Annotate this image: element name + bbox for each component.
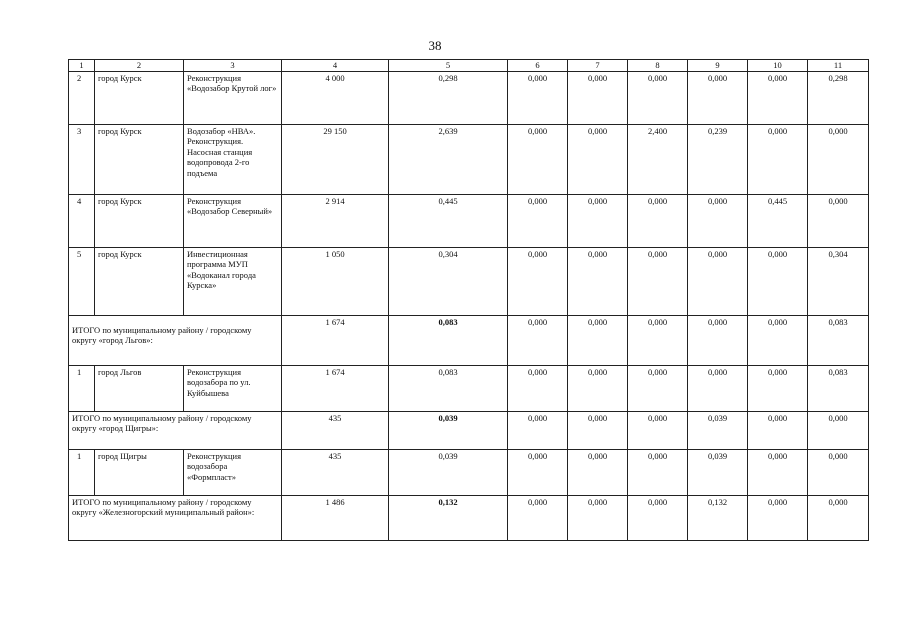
value-cell: 0,000 bbox=[748, 365, 808, 411]
value-cell: 0,000 bbox=[628, 495, 688, 540]
header-cell: 8 bbox=[628, 60, 688, 72]
project-name: Водозабор «НВА». Реконструкция. Насосная станция водопровода 2-го подъема bbox=[184, 124, 282, 194]
value-cell: 0,000 bbox=[508, 194, 568, 247]
value-cell: 1 486 bbox=[282, 495, 389, 540]
total-row bbox=[69, 411, 869, 449]
value-cell: 0,000 bbox=[628, 71, 688, 124]
value-cell: 0,132 bbox=[688, 495, 748, 540]
value-cell: 0,000 bbox=[508, 411, 568, 449]
value-cell: 0,000 bbox=[808, 124, 869, 194]
municipality: город Курск bbox=[95, 247, 184, 315]
value-cell: 0,000 bbox=[748, 411, 808, 449]
value-cell: 0,000 bbox=[568, 495, 628, 540]
value-cell: 0,000 bbox=[748, 315, 808, 365]
value-cell: 0,000 bbox=[628, 365, 688, 411]
row-index: 2 bbox=[69, 71, 95, 124]
project-name: Реконструкция «Водозабор Северный» bbox=[184, 194, 282, 247]
value-cell: 0,083 bbox=[389, 365, 508, 411]
table-row bbox=[69, 124, 869, 194]
value-cell: 0,083 bbox=[808, 315, 869, 365]
value-cell: 0,000 bbox=[808, 194, 869, 247]
value-cell: 0,445 bbox=[389, 194, 508, 247]
value-cell: 0,000 bbox=[568, 365, 628, 411]
total-label: ИТОГО по муниципальному району / городскому округу «город Щигры»: bbox=[69, 411, 282, 449]
project-name: Реконструкция водозабора по ул. Куйбышева bbox=[184, 365, 282, 411]
table-row bbox=[69, 449, 869, 495]
value-cell: 0,239 bbox=[688, 124, 748, 194]
value-cell: 2,400 bbox=[628, 124, 688, 194]
value-cell: 1 674 bbox=[282, 315, 389, 365]
value-cell: 0,000 bbox=[748, 449, 808, 495]
municipality: город Курск bbox=[95, 194, 184, 247]
value-cell: 0,000 bbox=[568, 411, 628, 449]
value-cell: 0,083 bbox=[808, 365, 869, 411]
value-cell: 0,000 bbox=[628, 247, 688, 315]
value-cell: 4 000 bbox=[282, 71, 389, 124]
header-cell: 1 bbox=[69, 60, 95, 72]
value-cell: 0,000 bbox=[748, 495, 808, 540]
value-cell: 1 050 bbox=[282, 247, 389, 315]
value-cell: 0,000 bbox=[628, 194, 688, 247]
value-cell: 0,000 bbox=[568, 247, 628, 315]
header-cell: 4 bbox=[282, 60, 389, 72]
total-label: ИТОГО по муниципальному району / городскому округу «Железногорский муниципальный район»: bbox=[69, 495, 282, 540]
header-cell: 5 bbox=[389, 60, 508, 72]
value-cell: 0,000 bbox=[508, 247, 568, 315]
value-cell: 0,000 bbox=[568, 194, 628, 247]
total-label: ИТОГО по муниципальному району / городскому округу «город Льгов»: bbox=[69, 315, 282, 365]
municipality: город Льгов bbox=[95, 365, 184, 411]
value-cell: 0,039 bbox=[389, 449, 508, 495]
value-cell: 0,000 bbox=[568, 315, 628, 365]
value-cell: 0,000 bbox=[508, 71, 568, 124]
value-cell: 0,083 bbox=[389, 315, 508, 365]
table-row bbox=[69, 194, 869, 247]
value-cell: 0,039 bbox=[688, 411, 748, 449]
municipality: город Курск bbox=[95, 124, 184, 194]
value-cell: 0,039 bbox=[389, 411, 508, 449]
value-cell: 0,445 bbox=[748, 194, 808, 247]
value-cell: 0,000 bbox=[508, 315, 568, 365]
municipality: город Щигры bbox=[95, 449, 184, 495]
value-cell: 0,000 bbox=[628, 315, 688, 365]
municipality: город Курск bbox=[95, 71, 184, 124]
row-index: 1 bbox=[69, 365, 95, 411]
value-cell: 0,000 bbox=[688, 194, 748, 247]
header-cell: 10 bbox=[748, 60, 808, 72]
header-cell: 2 bbox=[95, 60, 184, 72]
row-index: 4 bbox=[69, 194, 95, 247]
header-cell: 11 bbox=[808, 60, 869, 72]
table-row bbox=[69, 365, 869, 411]
value-cell: 0,000 bbox=[508, 365, 568, 411]
value-cell: 0,000 bbox=[808, 449, 869, 495]
row-index: 3 bbox=[69, 124, 95, 194]
header-cell: 3 bbox=[184, 60, 282, 72]
value-cell: 0,000 bbox=[568, 71, 628, 124]
value-cell: 0,298 bbox=[389, 71, 508, 124]
project-name: Реконструкция «Водозабор Крутой лог» bbox=[184, 71, 282, 124]
value-cell: 0,000 bbox=[688, 315, 748, 365]
page-number: 38 bbox=[428, 38, 442, 53]
value-cell: 0,000 bbox=[508, 124, 568, 194]
value-cell: 0,000 bbox=[748, 71, 808, 124]
project-name: Реконструкция водозабора «Формпласт» bbox=[184, 449, 282, 495]
row-index: 5 bbox=[69, 247, 95, 315]
table-row bbox=[69, 247, 869, 315]
value-cell: 0,039 bbox=[688, 449, 748, 495]
value-cell: 0,304 bbox=[808, 247, 869, 315]
header-cell: 6 bbox=[508, 60, 568, 72]
value-cell: 0,000 bbox=[748, 124, 808, 194]
value-cell: 0,000 bbox=[808, 411, 869, 449]
value-cell: 0,000 bbox=[568, 124, 628, 194]
value-cell: 0,298 bbox=[808, 71, 869, 124]
value-cell: 0,000 bbox=[508, 495, 568, 540]
header-cell: 9 bbox=[688, 60, 748, 72]
value-cell: 0,000 bbox=[628, 449, 688, 495]
value-cell: 0,132 bbox=[389, 495, 508, 540]
value-cell: 0,000 bbox=[688, 365, 748, 411]
value-cell: 0,000 bbox=[808, 495, 869, 540]
total-row bbox=[69, 315, 869, 365]
row-index: 1 bbox=[69, 449, 95, 495]
value-cell: 0,000 bbox=[688, 71, 748, 124]
value-cell: 2 914 bbox=[282, 194, 389, 247]
header-cell: 7 bbox=[568, 60, 628, 72]
value-cell: 0,304 bbox=[389, 247, 508, 315]
value-cell: 0,000 bbox=[628, 411, 688, 449]
value-cell: 1 674 bbox=[282, 365, 389, 411]
column-number-row bbox=[69, 60, 869, 72]
investment-table bbox=[68, 59, 869, 541]
value-cell: 435 bbox=[282, 411, 389, 449]
value-cell: 0,000 bbox=[748, 247, 808, 315]
value-cell: 435 bbox=[282, 449, 389, 495]
table-row bbox=[69, 71, 869, 124]
total-row bbox=[69, 495, 869, 540]
project-name: Инвестиционная программа МУП «Водоканал города Курска» bbox=[184, 247, 282, 315]
value-cell: 2,639 bbox=[389, 124, 508, 194]
value-cell: 0,000 bbox=[568, 449, 628, 495]
value-cell: 29 150 bbox=[282, 124, 389, 194]
value-cell: 0,000 bbox=[508, 449, 568, 495]
value-cell: 0,000 bbox=[688, 247, 748, 315]
